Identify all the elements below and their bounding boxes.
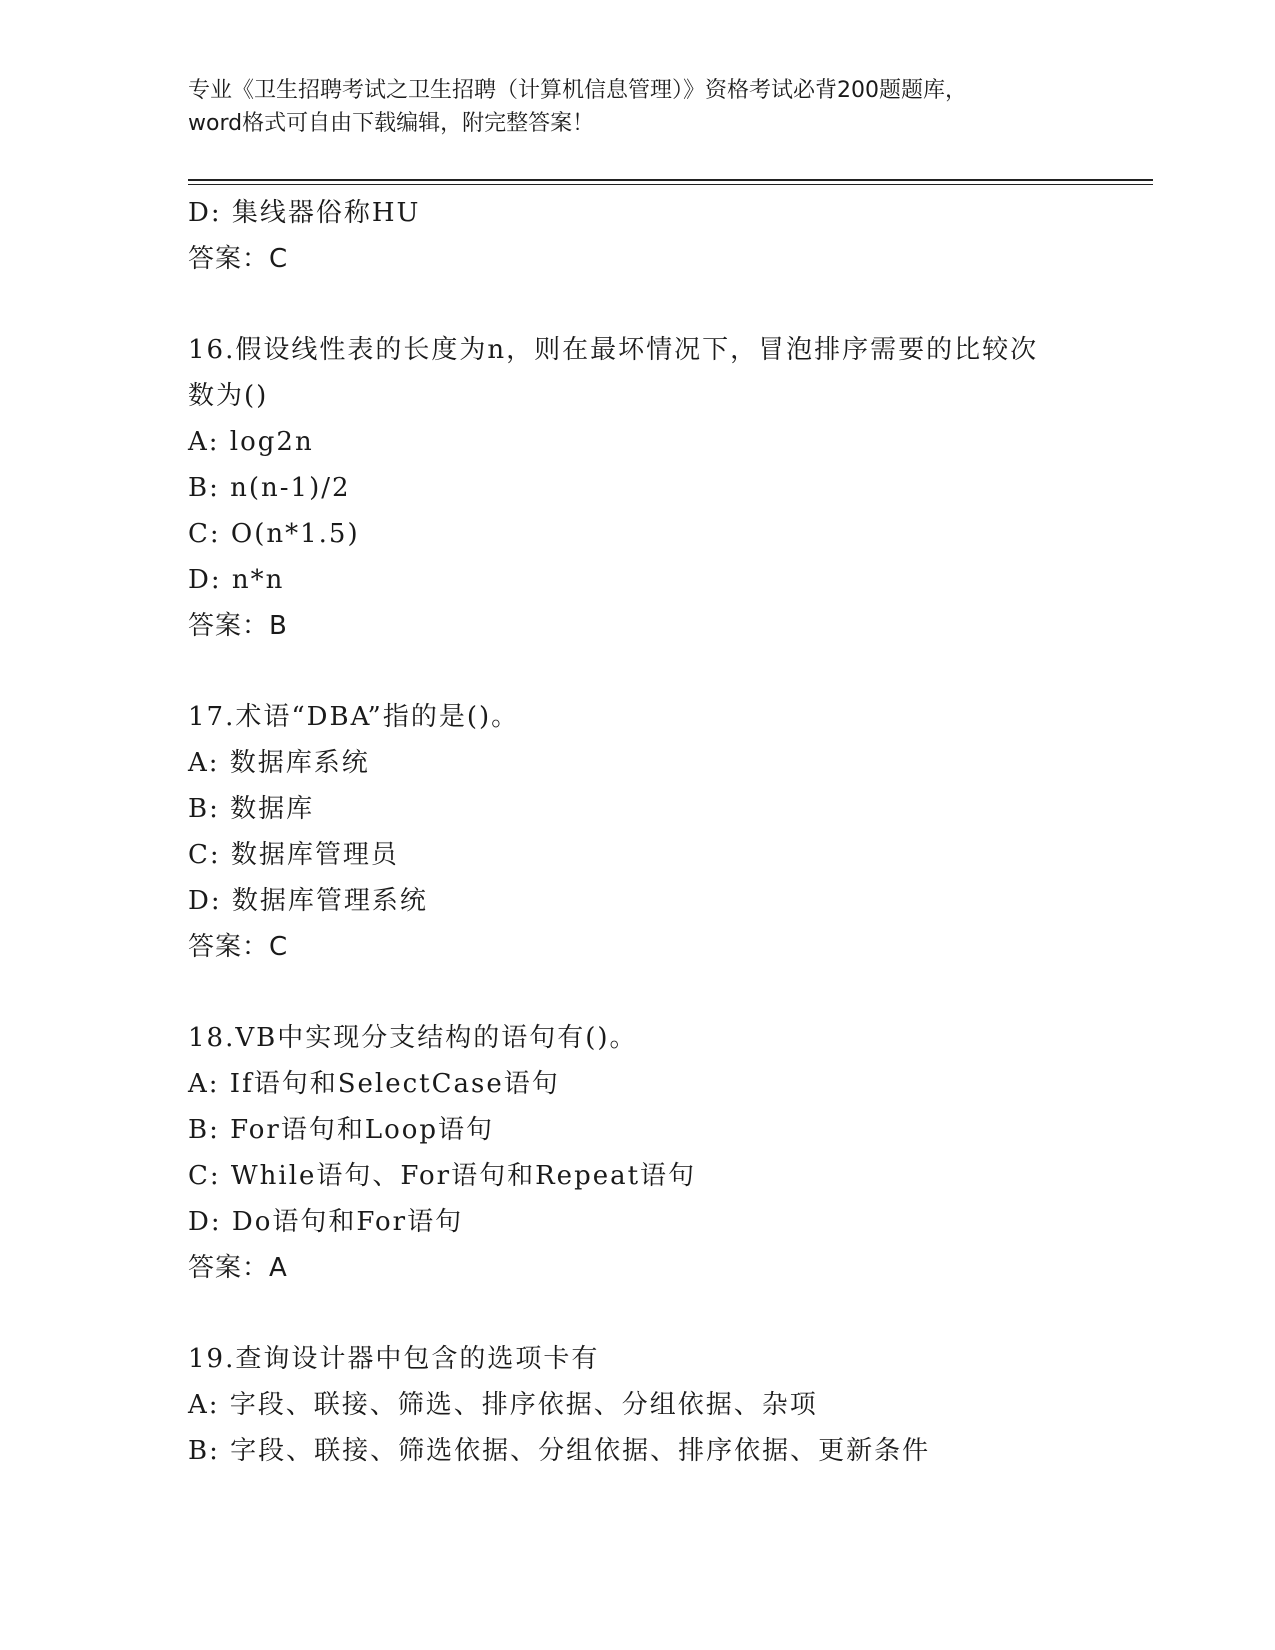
spacer: [188, 282, 1088, 327]
option-b: B: For语句和Loop语句: [188, 1115, 495, 1145]
question-stem: 17.术语“DBA”指的是()。: [188, 702, 520, 732]
spacer: [188, 649, 1088, 694]
option-a: A: log2n: [188, 427, 314, 457]
answer-line: 答案：A: [188, 1253, 288, 1283]
question-15-continued: [188, 190, 1088, 282]
option-d: D: 集线器俗称HU: [188, 198, 421, 228]
question-stem: 18.VB中实现分支结构的语句有()。: [188, 1023, 638, 1053]
option-b: B: 数据库: [188, 794, 315, 824]
spacer: [188, 970, 1088, 1015]
option-d: D: n*n: [188, 565, 285, 595]
option-b: B: 字段、联接、筛选依据、分组依据、排序依据、更新条件: [188, 1436, 931, 1466]
question-18: [188, 1015, 1088, 1291]
question-stem: 19.查询设计器中包含的选项卡有: [188, 1344, 600, 1374]
header-divider-thin: [188, 184, 1153, 185]
option-c: C: O(n*1.5): [188, 519, 360, 549]
option-d: D: 数据库管理系统: [188, 886, 428, 916]
header-divider-thick: [188, 179, 1153, 181]
question-stem-continued: 数为(): [188, 381, 269, 411]
answer-line: 答案：C: [188, 932, 289, 962]
document-header: [188, 74, 1088, 140]
question-list: [188, 190, 1088, 1474]
option-a: A: 数据库系统: [188, 748, 370, 778]
question-stem: 16.假设线性表的长度为n，则在最坏情况下，冒泡排序需要的比较次: [188, 335, 1039, 365]
option-a: A: If语句和SelectCase语句: [188, 1069, 560, 1099]
option-c: C: While语句、For语句和Repeat语句: [188, 1161, 697, 1191]
option-a: A: 字段、联接、筛选、排序依据、分组依据、杂项: [188, 1390, 818, 1420]
option-d: D: Do语句和For语句: [188, 1207, 464, 1237]
question-17: [188, 694, 1088, 970]
option-c: C: 数据库管理员: [188, 840, 399, 870]
answer-line: 答案：B: [188, 611, 288, 641]
option-b: B: n(n-1)/2: [188, 473, 351, 503]
question-16: [188, 327, 1088, 649]
answer-line: 答案：C: [188, 244, 289, 274]
question-19: [188, 1336, 1088, 1474]
header-title-line-1: 专业《卫生招聘考试之卫生招聘（计算机信息管理）》资格考试必背200题题库，: [188, 78, 967, 103]
spacer: [188, 1291, 1088, 1336]
header-title-line-2: word格式可自由下载编辑，附完整答案！: [188, 111, 595, 136]
